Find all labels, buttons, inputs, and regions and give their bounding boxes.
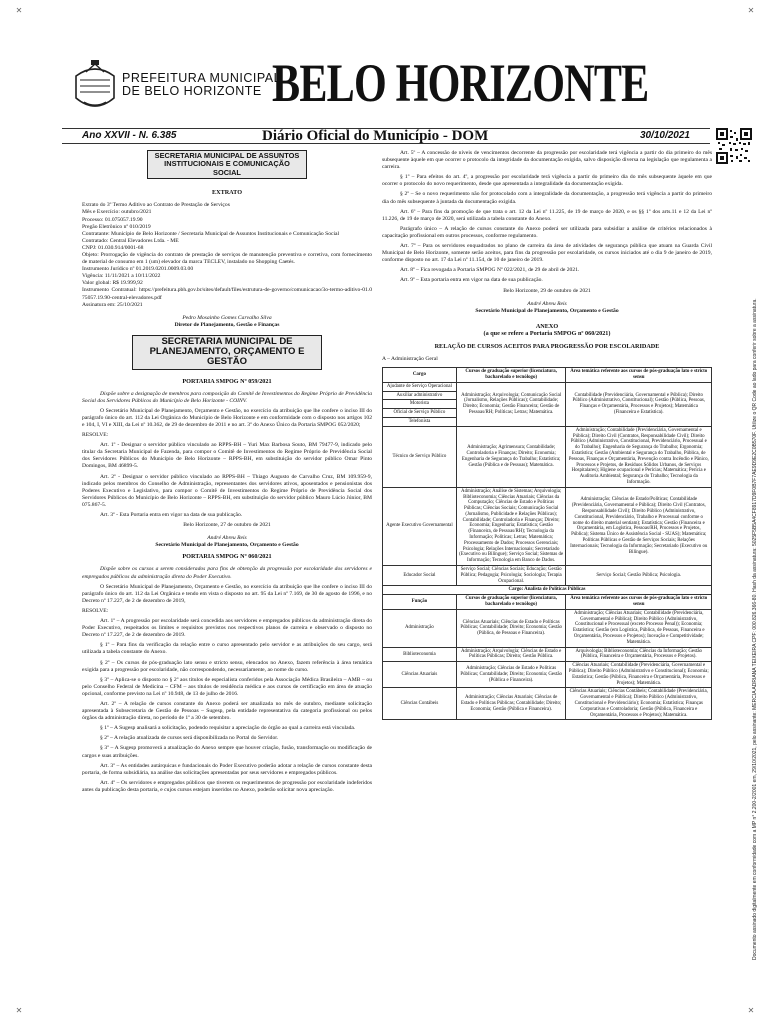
section-header-smpog: SECRETARIA MUNICIPAL DE PLANEJAMENTO, ORÇAMENTO E GESTÃO bbox=[132, 335, 322, 370]
anexo-section-label: A – Administração Geral bbox=[382, 356, 438, 363]
table-header-row bbox=[383, 595, 712, 610]
portaria-paragraph: § 3º – Aplica-se o disposto no § 2º aos títulos de especialista conferidos pela Associação Médica Brasileira – AMB – ou pelo Conselho Federal de Medicina – CFM – aos títulos de residência médica e aos cursos de certificação em área de atuação opcional, conforme previsto na Lei nº 10.948, de 13 de julho de 2016. bbox=[82, 676, 372, 697]
extrato-line: Valor global: R$ 19.999,92 bbox=[82, 280, 143, 287]
portaria-paragraph: RESOLVE: bbox=[82, 607, 109, 614]
graduacao-cell: Administração; Ciências de Estado e Políticas Públicas; Contabilidade; Direito; Economia; Gestão (Pública e Financeira). bbox=[456, 662, 566, 688]
table-row bbox=[383, 662, 712, 688]
cargo-name: Ajudante de Serviço Operacional bbox=[383, 383, 456, 392]
edition-bar bbox=[62, 128, 710, 144]
signer-name: André Abreu Reis bbox=[207, 535, 247, 542]
portaria-059-ementa: Dispõe sobre a designação de membros para composição do Comitê de Investimentos do Regime Próprio de Previdência Social dos Servidores Públicos do Município de Belo Horizonte - COINV. bbox=[82, 390, 372, 404]
crop-mark: ✕ bbox=[747, 6, 755, 15]
portaria-paragraph: § 1º – Para efeitos do art. 4º, a progressão por escolaridade terá vigência a partir do primeiro dia do mês subsequente àquele em que ocorrer o protocolo do novo requerimento, desde que apresentada a integralidade da documentação exigida. bbox=[382, 174, 712, 188]
signer-role: Secretário Municipal de Planejamento, Orçamento e Gestão bbox=[475, 307, 619, 314]
table-row bbox=[383, 487, 712, 565]
column-header: Cargo bbox=[383, 368, 457, 383]
cargo-name: Auxiliar administrativo bbox=[383, 392, 456, 401]
funcao-cell: Administração bbox=[383, 609, 457, 647]
table-header-row bbox=[383, 368, 712, 383]
extrato-line: Instrumento Contratual: https://prefeitura.pbh.gov.br/sites/default/files/estrutura-de-governo/comunicacao/3o-termo-aditivo-01.075057.19.90-central-elevadores.pdf bbox=[82, 287, 372, 301]
graduacao-cell: Administração; Análise de Sistemas; Arquivologia; Biblioteconomia; Ciências Atuariais; Ciências da Computação; Ciências de Estado e Políticas Públicas; Ciências Sociais; Comunicação Social (Jornalismo, Publicidade e Relações Públicas); Contabilidade; Controladoria e Finanças; Direito; Economia; Engenharia; Estatística; Gestão (Financeira, de Pessoas/RH); Tecnologia da Informação; Políticas; Letras; Matemática; Processamento de Dados; Processos Gerenciais; Psicologia; Relações Internacionais; Secretariado (Executivo ou Bilíngue); Serviço Social; Sistemas de Informação; Tecnologia em Banco de Dados. bbox=[456, 487, 566, 565]
portaria-paragraph: Art. 3º - Esta Portaria entra em vigor na data de sua publicação. bbox=[100, 512, 243, 519]
graduacao-cell: Administração; Ciências Atuariais; Ciências de Estado e Políticas Públicas; Contabilidade; Direito; Economia; Gestão (Pública e Financeira). bbox=[456, 688, 566, 720]
extrato-line: Contratante: Município de Belo Horizonte / Secretaria Municipal de Assuntos Institucionais e Comunicação Social bbox=[82, 230, 340, 237]
signature-note bbox=[752, 298, 762, 960]
extrato-block bbox=[82, 202, 372, 308]
column-header: Cursos de graduação superior (licenciatura, bacharelado e tecnólogo) bbox=[456, 368, 566, 383]
graduacao-cell: Administração; Agrimensura; Contabilidade; Controladoria e Finanças; Direito; Economia; Engenharia de Segurança do Trabalho; Estatística; Gestão (Pública e de Pessoas); Matemática. bbox=[456, 426, 566, 487]
extrato-line: Assinatura em: 25/10/2021 bbox=[82, 301, 143, 308]
portaria-paragraph: Art. 1º – A progressão por escolaridade será concedida aos servidores e empregados públicos da administração direta do Poder Executivo, respeitados os limites e requisitos previstos nos respectivos planos de carreira e observado o disposto no Decreto nº 17.227, de 2 de dezembro de 2019. bbox=[82, 618, 372, 639]
cargo-cell: Técnico de Serviço Público bbox=[383, 426, 457, 487]
signer-role: Secretário Municipal de Planejamento, Orçamento e Gestão bbox=[155, 542, 299, 549]
newspaper-title: BELO HORIZONTE bbox=[272, 53, 649, 113]
prefeitura-line2: DE BELO HORIZONTE bbox=[122, 84, 262, 98]
edition-date: 30/10/2021 bbox=[639, 130, 690, 141]
table-caption: Cargo: Analista de Políticas Públicas bbox=[383, 586, 712, 595]
extrato-line: Extrato do 3º Termo Aditivo ao Contrato de Prestação de Serviços bbox=[82, 202, 230, 209]
signer-role: Diretor de Planejamento, Gestão e Finanças bbox=[174, 321, 280, 328]
column-header: Área temática referente aos cursos de pós-graduação lato e stricto sensu bbox=[566, 595, 712, 610]
column-header: Área temática referente aos cursos de pós-graduação lato e stricto sensu bbox=[566, 368, 712, 383]
table-row bbox=[383, 426, 712, 487]
pos-graduacao-cell: Ciências Atuariais; Contabilidade (Previdenciária, Governamental e Pública); Direito Público (Administrativo e Constitucional); Economia; Estatística; Gestão (Pública, Financeira e Orçamentária, Processos e Projetos); Matemática. bbox=[566, 662, 712, 688]
portaria-paragraph: Art. 4º – Os servidores e empregados públicos que tiverem os requerimentos de progressão por escolaridade indeferidos antes da publicação desta portaria, e cujos cursos estejam inseridos no Anexo, poderão solicitar nova apreciação. bbox=[82, 779, 372, 793]
portaria-paragraph: § 1º – Para fins da verificação da relação entre o curso apresentado pelo servidor e as atribuições do seu cargo, será utilizada a tabela constante do Anexo. bbox=[82, 642, 372, 656]
edition-number: Ano XXVII - N. 6.385 bbox=[82, 130, 177, 141]
signer-name: André Abreu Reis bbox=[527, 300, 567, 307]
table-row bbox=[383, 647, 712, 662]
funcao-cell: Biblioteconomia bbox=[383, 647, 457, 662]
portaria-paragraph: Art. 3º – As entidades autárquicas e fundacionais do Poder Executivo poderão adotar a relação de cursos constante desta portaria, de forma subsidiária, na análise das solicitações apresentadas por seus servidores e empregados públicos. bbox=[82, 762, 372, 776]
portaria-paragraph: Art. 9º – Esta portaria entra em vigor na data de sua publicação. bbox=[400, 277, 543, 284]
anexo-title: ANEXO bbox=[535, 322, 559, 330]
extrato-line: Vigência: 11/11/2021 a 10/11/2022 bbox=[82, 273, 161, 280]
graduacao-cell: Serviço Social; Ciências Sociais; Educação; Gestão Pública; Pedagogia; Psicologia; Sociologia; Terapia Ocupacional. bbox=[456, 566, 566, 586]
portaria-paragraph: Art. 1º - Designar o servidor público vinculado ao RPPS-BH – Yuri Max Barbosa Souto, BM 79477-9, indicado pelo titular da Secretaria Municipal de Fazenda, para compor o Comitê de Investimentos do Regime Próprio de Previdência Social dos Servidores Públicos do Município de Belo Horizonte – RPPS-BH, em substituição do servidor público Omar Pinto Domingos, BM 46899-5. bbox=[82, 442, 372, 470]
portaria-paragraph: § 2º – A relação atualizada de cursos será disponibilizada no Portal do Servidor. bbox=[100, 735, 279, 742]
table-caption-row bbox=[383, 586, 712, 595]
extrato-line: Instrumento Jurídico nº 01.2019.0201.0009.03.00 bbox=[82, 266, 194, 273]
cursos-table bbox=[382, 367, 712, 720]
portaria-060-ementa: Dispõe sobre os cursos a serem considerados para fins de obtenção da progressão por escolaridade dos servidores e empregados públicos da administração direta do Poder Executivo. bbox=[82, 566, 372, 580]
cargo-name: Oficial de Serviço Público bbox=[383, 409, 456, 418]
extrato-line: Processo: 01.075057.19.90 bbox=[82, 216, 143, 223]
portaria-paragraph: § 3º – A Sugesp promoverá a atualização do Anexo sempre que houver criação, fusão, transformação ou modificação de cargos e suas atribuições. bbox=[82, 745, 372, 759]
qr-code-icon[interactable] bbox=[716, 128, 752, 164]
pos-graduacao-cell: Arquivologia; Biblioteconomia; Ciências da Informação; Gestão (Pública, Financeira e Orçamentária, Processos e Projetos). bbox=[566, 647, 712, 662]
cargo-cell: Agente Executivo Governamental bbox=[383, 487, 457, 565]
portaria-paragraph: Art. 2º - Designar o servidor público vinculado ao RPPS-BH – Thiago Augusto de Carvalho Cruz, BM 109.959-9, indicado pelos membros do Conselho de Administração, representantes dos servidores ativos, aposentados e pensionistas dos Poderes Executivo e Legislativo, para compor o Comitê de Investimentos do Regime Próprio de Previdência Social dos Servidores Públicos do Município de Belo Horizonte – RPPS-BH, em substituição do servidor público Mauro Lúcio Júnior, BM 075.867-5. bbox=[82, 473, 372, 508]
signature-block bbox=[82, 535, 372, 549]
signature-note-text: Documento assinado digitalmente em conformidade com a MP n° 2.200-2/2001 em, 29/10/2021, pelo assinante: MERCIA ADRIANA TEIXEIRA CPF: 000.826.366-80. Hash da assinatura: 5025F5B5A4CF8917D9F0B7F7AE9D9E2C0B570F. Utilize o QR Code ao lado para conferir sobre a assinatura. bbox=[752, 298, 758, 960]
pos-graduacao-cell: Administração; Ciências Atuariais; Contabilidade (Previdenciária, Governamental e Pública); Direito Público (Administrativo, Constitucional e Processual (exceto Processo Penal)); Economia; Estatística; Gestão (em Logística, Pública, de Pessoas, Financeira e Orçamentária, Processos e Projetos); Inovação e Competitividade; Matemática. bbox=[566, 609, 712, 647]
portaria-paragraph: Art. 8º – Fica revogada a Portaria SMPOG Nº 022/2021, de 29 de abril de 2021. bbox=[400, 267, 580, 274]
funcao-cell: Ciências Atuariais bbox=[383, 662, 457, 688]
table-row bbox=[383, 609, 712, 647]
cargo-name: Telefonista bbox=[408, 418, 431, 424]
prefeitura-line1: PREFEITURA MUNICIPAL bbox=[122, 71, 282, 85]
extrato-line: CNPJ: 01.030.914/0001-68 bbox=[82, 244, 144, 251]
city-emblem-icon bbox=[72, 58, 118, 116]
crop-mark: ✕ bbox=[15, 1006, 23, 1015]
crop-mark: ✕ bbox=[15, 6, 23, 15]
table-row bbox=[383, 566, 712, 586]
pos-graduacao-cell: Administração; Contabilidade (Previdenciária, Governamental e Pública); Direito Civil (Contratos, Responsabilidade Civil); Direito Público (Administrativo, Constitucional, Previdenciário, Processual e do Trabalho); Engenharia de Segurança do Trabalho; Ergonomia; Estatística; Gestão (Ambiental e Segurança do Trabalho, Pública, de Pessoas, Finanças e Orçamentária, Prevenção contra Incêndio e Pânico, Processos e Projetos, de Resíduos Sólidos Urbanos, de Serviços Hospitalares); Higiene ocupacional e Perícias; Matemática; Perícia e Auditoria Ambiental; Segurança do Trabalho; Tecnologia da Informação. bbox=[566, 426, 712, 487]
graduacao-cell: Administração; Arquivologia; Ciências de Estado e Políticas Públicas; Direito; Gestão Pública. bbox=[456, 647, 566, 662]
portaria-paragraph: O Secretário Municipal de Planejamento, Orçamento e Gestão, no exercício da atribuição que lhe confere o inciso III do parágrafo único do art. 112 da Lei Orgânica e tendo em vista o disposto no art. 95 da Lei nº 7.169, de 30 de agosto de 1996, e no Decreto nº 17.227, de 2 de dezembro de 2019, bbox=[82, 583, 372, 604]
portaria-date: Belo Horizonte, 27 de outubro de 2021 bbox=[183, 522, 271, 529]
pos-graduacao-cell: Contabilidade (Previdenciária, Governamental e Pública); Direito Público (Administrativo, Constitucional); Gestão (Pública, Pessoas, Finanças e Orçamentária, Processos e Projetos); Matemática (Financeira e Estatística). bbox=[566, 382, 712, 426]
portaria-paragraph: RESOLVE: bbox=[82, 432, 109, 439]
column-header: Função bbox=[383, 595, 457, 610]
extrato-line: Contratado: Central Elevadores Ltda. - ME bbox=[82, 237, 179, 244]
signer-name: Pedro Mosainho Gomes Carvalho Silva bbox=[182, 314, 272, 321]
funcao-cell: Ciências Contábeis bbox=[383, 688, 457, 720]
table-row bbox=[383, 382, 712, 426]
portaria-date: Belo Horizonte, 29 de outubro de 2021 bbox=[503, 287, 591, 294]
portaria-paragraph: § 2º – Os cursos de pós-graduação lato sensu e stricto sensu, elencados no Anexo, fazem referência à área temática exigida para a progressão por escolaridade, não correspondendo, necessariamente, ao nome do curso. bbox=[82, 659, 372, 673]
portaria-paragraph: Art. 5º – A concessão de níveis de vencimentos decorrente da progressão por escolaridade terá vigência a partir do dia primeiro do mês subsequente àquele em que ocorrer o protocolo da integridade da documentação exigida, salvo disposição diversa na legislação que regulamenta a carreira. bbox=[382, 150, 712, 171]
portaria-paragraph: Art. 6º – Para fins da promoção de que trata o art. 12 da Lei nº 11.225, de 19 de março de 2020, e os §§ 1º dos arts.11 e 12 da Lei nº 11.226, de 19 de março de 2020, será utilizada a tabela constante do Anexo. bbox=[382, 208, 712, 222]
anexo-subtitle: (a que se refere a Portaria SMPOG nº 060/2021) bbox=[483, 329, 611, 337]
signature-block bbox=[382, 301, 712, 315]
extrato-title: EXTRATO bbox=[211, 189, 243, 197]
table-row bbox=[383, 688, 712, 720]
prefeitura-label bbox=[122, 72, 281, 98]
portaria-paragraph: § 1º – A Sugesp analisará a solicitação, podendo requisitar a apreciação do órgão ao qual a carreira está vinculada. bbox=[100, 725, 356, 732]
anexo-relation-title: RELAÇÃO DE CURSOS ACEITOS PARA PROGRESSÃO POR ESCOLARIDADE bbox=[434, 342, 660, 350]
graduacao-cell: Ciências Atuariais; Ciências de Estado e Políticas Públicas; Contabilidade; Direito; Economia; Gestão (Pública, de Pessoas e Financeira). bbox=[456, 609, 566, 647]
cargo-name: Motorista bbox=[383, 400, 456, 409]
section-header-smaics: SECRETARIA MUNICIPAL DE ASSUNTOS INSTITUCIONAIS E COMUNICAÇÃO SOCIAL bbox=[147, 150, 307, 179]
extrato-line: Mês e Exercício: outubro/2021 bbox=[82, 209, 152, 216]
portaria-paragraph: § 2º – Se o novo requerimento não for protocolado com a integralidade da documentação, a progressão terá vigência a partir do primeiro dia do mês subsequente à juntada da documentação exigida. bbox=[382, 191, 712, 205]
extrato-line: Objeto: Prorrogação de vigência do contrato de prestação de serviços de manutenção preventiva e corretiva, com fornecimento de material de consumo em 1 (um) elevador da marca TECLEV, instalado no Shopping Caetés. bbox=[82, 251, 372, 266]
diario-title: Diário Oficial do Município - DOM bbox=[262, 128, 489, 144]
left-column bbox=[82, 150, 372, 797]
right-column bbox=[382, 150, 712, 720]
portaria-059-title: PORTARIA SMPOG Nº 059/2021 bbox=[182, 377, 272, 385]
portaria-paragraph: Parágrafo único – A relação de cursos constante do Anexo poderá ser utilizada para subsidiar a análise de critérios relacionados à capacitação profissional em outros processos, conforme regulamento. bbox=[382, 225, 712, 239]
column-header: Cursos de graduação superior (licenciatura, bacharelado e tecnólogo) bbox=[456, 595, 566, 610]
crop-mark: ✕ bbox=[747, 1006, 755, 1015]
portaria-paragraph: Art. 2º – A relação de cursos constante do Anexo poderá ser atualizada no mês de outubro, mediante solicitação apresentada à Subsecretaria de Gestão de Pessoas – Sugesp, pela entidade representativa da categoria profissional ou pelos órgãos da administração direta, no período de 1º a 30 de setembro. bbox=[82, 700, 372, 722]
signature-block bbox=[82, 315, 372, 329]
extrato-line: Pregão Eletrônico nº 010/2019 bbox=[82, 223, 151, 230]
cargo-cell bbox=[383, 382, 457, 426]
pos-graduacao-cell: Administração; Ciências de Estado/Políticas; Contabilidade (Previdenciária, Governamental e Pública); Direito Civil (Contratos, Responsabilidade Civil); Direito Público (Administrativo, Constitucional, Previdenciário, Trabalho e Processual conforme o nome do direito material sentiam); Estatística; Gestão (Financeira e Orçamentária, em Logística, Pessoas/RH, Processos e Projetos, Pública); Sistema Único de Assistência Social - SUAS); Matemática; Políticas Públicas e Gestão de Serviços Sociais; Relações Internacionais; Tecnologia da Informação; Secretariado (Executivo ou Bilíngue). bbox=[566, 487, 712, 565]
pos-graduacao-cell: Ciências Atuariais; Ciências Contábeis; Contabilidade (Previdenciária, Governamental e Pública); Direito Público (Administrativo, Constitucional e Previdenciário); Economia; Estatística; Finanças Corporativas e Controladoria; Gestão (Pública, Financeira e Orçamentária, Processos e Projetos); Matemática. bbox=[566, 688, 712, 720]
pos-graduacao-cell: Serviço Social; Gestão Pública; Psicologia. bbox=[566, 566, 712, 586]
graduacao-cell: Administração; Arquivologia; Comunicação Social (Jornalismo, Relações Públicas); Contabilidade; Direito; Economia; Gestão Financeira; Gestão de Pessoas/RH; Políticas; Letras; Matemática. bbox=[456, 382, 566, 426]
portaria-060-title: PORTARIA SMPOG Nº 060/2021 bbox=[182, 553, 272, 561]
masthead bbox=[62, 52, 712, 122]
cargo-cell: Educador Social bbox=[383, 566, 457, 586]
portaria-paragraph: Art. 7º – Para os servidores enquadrados no plano de carreira da área de atividades de segurança pública que atuam na Guarda Civil Municipal de Belo Horizonte, somente serão aceitos, para fins da progressão por escolaridade, os cursos iniciados até o dia 9 de janeiro de 2019, conforme disposto no art. 17 da Lei nº 11.154, de 10 de janeiro de 2019. bbox=[382, 243, 712, 264]
portaria-paragraph: O Secretário Municipal de Planejamento, Orçamento e Gestão, no exercício da atribuição que lhe confere o inciso III do parágrafo único do art. 112 da Lei Orgânica do Município de Belo Horizonte e em conformidade com o disposto nos artigos 102 e 104, I, VI e XIII, da Lei nº 10.362, de 29 de dezembro de 2011 e no art. 3º do Anexo Único da Portaria SMPOG 052/2020; bbox=[82, 407, 372, 428]
